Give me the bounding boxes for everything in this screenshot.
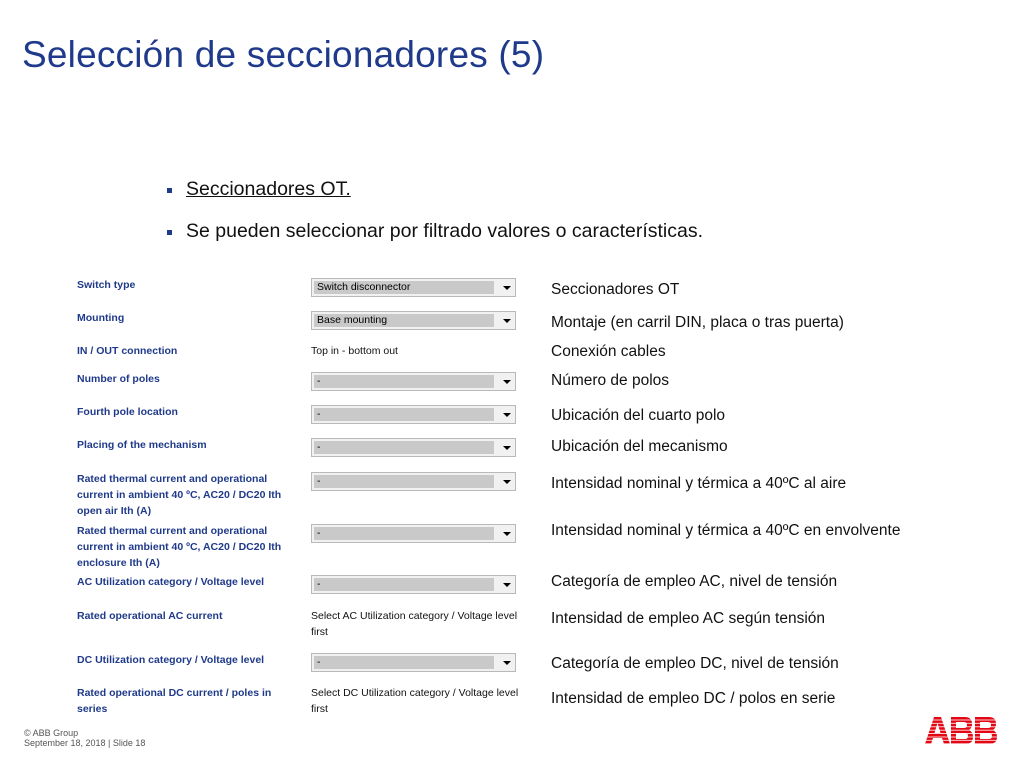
number-of-poles-select[interactable] [311, 372, 516, 391]
dc-category-label: DC Utilization category / Voltage level [77, 654, 265, 666]
chevron-down-icon[interactable] [503, 319, 511, 323]
ac-current-value: Select AC Utilization category / Voltage level first [311, 610, 518, 638]
ac-category-value: - [314, 578, 494, 591]
bullet-square-icon [167, 188, 172, 193]
mounting-select[interactable] [311, 311, 516, 330]
chevron-down-icon[interactable] [503, 532, 511, 536]
chevron-down-icon[interactable] [503, 286, 511, 290]
thermal-enclosure-desc: Intensidad nominal y térmica a 40ºC en envolvente [551, 522, 901, 539]
footer-copyright: © ABB Group [24, 728, 79, 738]
bullet-text: Se pueden seleccionar por filtrado valores o características. [186, 220, 704, 242]
ac-category-desc: Categoría de empleo AC, nivel de tensión [551, 573, 838, 590]
chevron-down-icon[interactable] [503, 446, 511, 450]
mechanism-select[interactable] [311, 438, 516, 457]
thermal-enclosure-label: Rated thermal current and operational current in ambient 40 ºC, AC20 / DC20 Ith enclosure Ith (A) [77, 525, 282, 569]
fourth-pole-label: Fourth pole location [77, 406, 178, 418]
fourth-pole-select[interactable] [311, 405, 516, 424]
thermal-open-air-value: - [314, 475, 494, 488]
thermal-enclosure-select[interactable] [311, 524, 516, 543]
inout-connection-value: Top in - bottom out [311, 345, 398, 357]
switch-type-label: Switch type [77, 279, 136, 291]
chevron-down-icon[interactable] [503, 480, 511, 484]
number-of-poles-value: - [314, 375, 494, 388]
thermal-enclosure-value: - [314, 527, 494, 540]
thermal-open-air-label: Rated thermal current and operational current in ambient 40 ºC, AC20 / DC20 Ith open air Ith (A) [77, 473, 282, 517]
mounting-desc: Montaje (en carril DIN, placa o tras puerta) [551, 314, 844, 331]
switch-type-value: Switch disconnector [314, 281, 494, 294]
bullet-item [165, 220, 703, 243]
fourth-pole-value: - [314, 408, 494, 421]
chevron-down-icon[interactable] [503, 413, 511, 417]
ac-category-label: AC Utilization category / Voltage level [77, 576, 265, 588]
dc-current-value: Select DC Utilization category / Voltage level first [311, 687, 519, 715]
mounting-value: Base mounting [314, 314, 494, 327]
number-of-poles-label: Number of poles [77, 373, 160, 385]
ac-category-select[interactable] [311, 575, 516, 594]
dc-category-desc: Categoría de empleo DC, nivel de tensión [551, 655, 839, 672]
footer-date-slide: September 18, 2018 | Slide 18 [24, 738, 146, 748]
bullet-item [165, 178, 703, 201]
dc-category-select[interactable] [311, 653, 516, 672]
thermal-open-air-desc: Intensidad nominal y térmica a 40ºC al aire [551, 475, 847, 492]
bullet-square-icon [167, 230, 172, 235]
thermal-open-air-select[interactable] [311, 472, 516, 491]
inout-connection-label: IN / OUT connection [77, 345, 178, 357]
fourth-pole-desc: Ubicación del cuarto polo [551, 407, 726, 424]
ac-current-label: Rated operational AC current [77, 610, 223, 622]
bullet-list [165, 178, 703, 262]
switch-type-desc: Seccionadores OT [551, 281, 680, 298]
abb-logo [925, 717, 998, 744]
mechanism-desc: Ubicación del mecanismo [551, 438, 728, 455]
footer [24, 728, 145, 748]
dc-current-label: Rated operational DC current / poles in series [77, 687, 272, 715]
inout-connection-desc: Conexión cables [551, 343, 666, 360]
slide-title: Selección de seccionadores (5) [22, 34, 545, 75]
chevron-down-icon[interactable] [503, 380, 511, 384]
number-of-poles-desc: Número de polos [551, 372, 670, 389]
dc-current-desc: Intensidad de empleo DC / polos en serie [551, 690, 836, 707]
mounting-label: Mounting [77, 312, 125, 324]
chevron-down-icon[interactable] [503, 583, 511, 587]
bullet-text: Seccionadores OT. [186, 178, 351, 200]
mechanism-label: Placing of the mechanism [77, 439, 207, 451]
switch-type-select[interactable] [311, 278, 516, 297]
mechanism-value: - [314, 441, 494, 454]
ac-current-desc: Intensidad de empleo AC según tensión [551, 610, 826, 627]
dc-category-value: - [314, 656, 494, 669]
chevron-down-icon[interactable] [503, 661, 511, 665]
